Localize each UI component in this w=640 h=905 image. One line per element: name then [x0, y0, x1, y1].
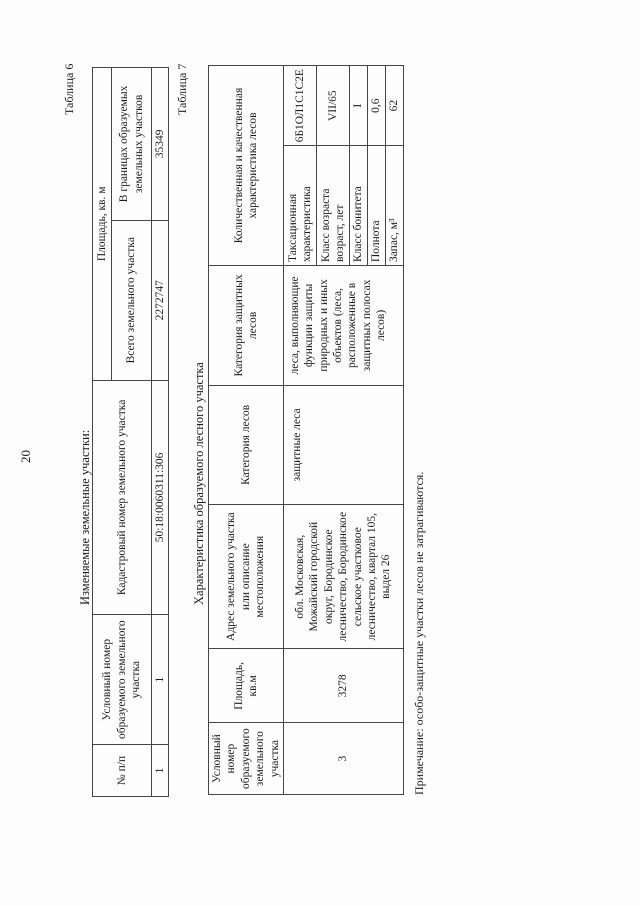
- table7-cell-forest-category: защитные леса: [283, 385, 403, 504]
- char-label-taxation: Таксационная характеристика: [283, 146, 316, 266]
- table6-cell-area-within: 35349: [152, 68, 169, 221]
- table7-label: Таблица 7: [175, 63, 189, 115]
- table7-cell-area: 3278: [283, 649, 403, 723]
- table6: [92, 67, 169, 797]
- table6-label: Таблица 6: [62, 63, 76, 115]
- table6-cell-area-total: 2272747: [152, 220, 169, 380]
- table7: [208, 65, 404, 795]
- table7-header-forest-category: Категория лесов: [209, 385, 284, 504]
- table7-cell-address: обл. Московская, Можайский городской округ, Бородинское лесничество, Бородинское сельское участковое лесничество, квартал 105, выдел 26: [283, 504, 403, 649]
- table6-header-area-total: Всего земельного участка: [112, 220, 152, 380]
- table7-header-conditional: Условный номер образуемого земельного участка: [209, 723, 284, 795]
- char-value-stock: 62: [385, 66, 403, 146]
- table7-header-area: Площадь, кв.м: [209, 649, 284, 723]
- table6-header-num: № п/п: [93, 745, 152, 797]
- table-row: [283, 66, 316, 795]
- table6-header-area-within: В границах образуемых земельных участков: [112, 68, 152, 221]
- table6-header-conditional: Условный номер образуемого земельного участка: [93, 615, 152, 745]
- char-label-age: Класс возраста возраст, лет: [316, 146, 349, 266]
- table6-header-area-group: Площадь, кв. м: [93, 68, 112, 381]
- table7-header-protective-category: Категория защитных лесов: [209, 266, 284, 386]
- table7-title: Характеристика образуемого лесного участка: [192, 362, 206, 605]
- table7-cell-protective-category: леса, выполняющие функции защиты природных и иных объектов (леса, расположенные в защитных полосах лесов): [283, 266, 403, 386]
- table7-header-characteristics: Количественная и качественная характеристика лесов: [209, 66, 284, 266]
- table6-header-cadastral: Кадастровый номер земельного участка: [93, 380, 152, 615]
- table-row: [152, 68, 169, 797]
- table7-header-row: [209, 66, 284, 795]
- table7-cell-conditional: 3: [283, 723, 403, 795]
- char-label-stock: Запас, м³: [385, 146, 403, 266]
- table6-cell-cadastral: 50:18:0060311:306: [152, 380, 169, 615]
- table6-cell-conditional: 1: [152, 615, 169, 745]
- table6-title: Изменяемые земельные участки:: [78, 429, 92, 605]
- page-number: 20: [18, 450, 33, 463]
- footnote: Примечание: особо-защитные участки лесов не затрагиваются.: [412, 471, 426, 795]
- char-value-taxation: 6Б1ОЛ1С1С2Е: [283, 66, 316, 146]
- table7-header-address: Адрес земельного участка или описание местоположения: [209, 504, 284, 649]
- char-value-bonitet: I: [349, 66, 367, 146]
- char-label-bonitet: Класс бонитета: [349, 146, 367, 266]
- char-value-age: VII/65: [316, 66, 349, 146]
- table6-cell-num: 1: [152, 745, 169, 797]
- table6-header-row: [93, 68, 112, 797]
- char-value-density: 0,6: [367, 66, 385, 146]
- char-label-density: Полнота: [367, 146, 385, 266]
